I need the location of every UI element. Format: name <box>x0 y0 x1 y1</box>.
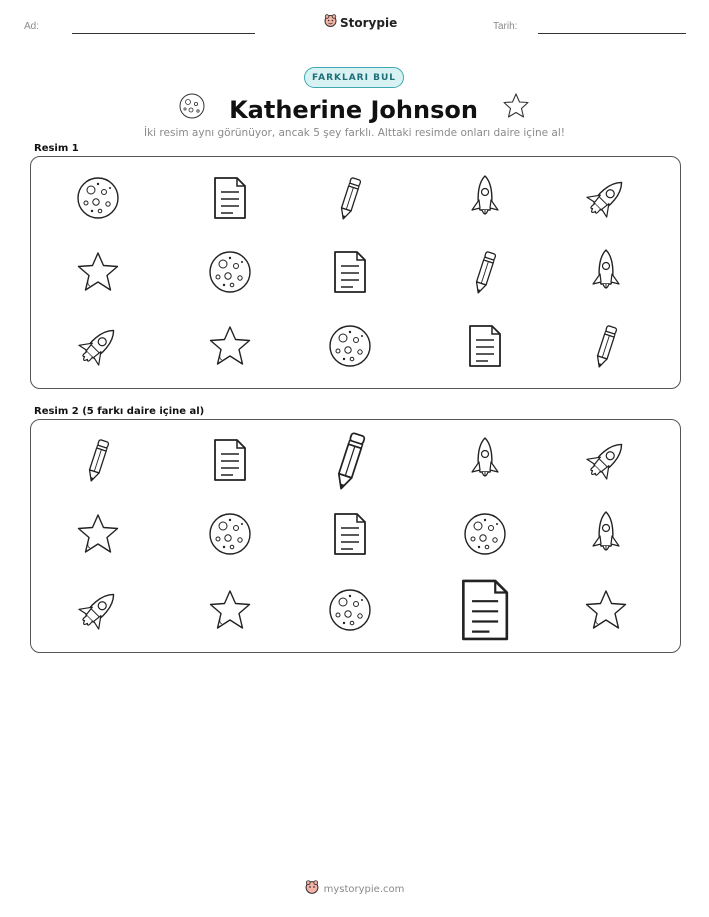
moon-icon <box>320 311 380 381</box>
document-icon <box>455 575 515 645</box>
name-label: Ad: <box>24 21 40 32</box>
moon-icon <box>455 499 515 569</box>
brand-name: Storypie <box>340 15 398 30</box>
moon-icon <box>200 499 260 569</box>
instructions: İki resim aynı görünüyor, ancak 5 şey farklı. Alttaki resimde onları daire içine al! <box>144 127 565 139</box>
star-icon <box>200 311 260 381</box>
pencil-icon <box>320 163 380 233</box>
document-icon <box>455 311 515 381</box>
document-icon <box>320 237 380 307</box>
date-label: Tarih: <box>493 21 518 32</box>
footer-site: mystorypie.com <box>323 883 405 895</box>
find-differences-badge: FARKLARI BUL <box>304 67 404 88</box>
picture1-panel <box>30 156 681 389</box>
rocket-icon <box>576 237 636 307</box>
page-title-row <box>0 92 709 128</box>
rocket-icon <box>455 425 515 495</box>
picture2-panel[interactable] <box>30 419 681 653</box>
rocket-tilted-icon <box>576 425 636 495</box>
storypie-mascot-icon <box>305 880 319 898</box>
rocket-icon <box>455 163 515 233</box>
star-icon <box>200 575 260 645</box>
rocket-tilted-icon <box>68 575 128 645</box>
star-icon <box>68 499 128 569</box>
pencil-icon <box>320 425 380 495</box>
document-icon <box>200 163 260 233</box>
date-field[interactable] <box>538 33 686 34</box>
rocket-tilted-icon <box>68 311 128 381</box>
pencil-icon <box>68 425 128 495</box>
star-icon <box>502 92 530 128</box>
moon-icon <box>200 237 260 307</box>
brand-logo <box>324 14 397 31</box>
page-title: Katherine Johnson <box>229 96 478 124</box>
moon-icon <box>179 93 205 127</box>
rocket-icon <box>576 499 636 569</box>
storypie-mascot-icon <box>324 14 337 31</box>
picture1-label: Resim 1 <box>34 143 79 154</box>
picture2-label: Resim 2 (5 farkı daire içine al) <box>34 406 205 417</box>
document-icon <box>320 499 380 569</box>
document-icon <box>200 425 260 495</box>
star-icon <box>576 575 636 645</box>
pencil-icon <box>455 237 515 307</box>
star-icon <box>68 237 128 307</box>
name-field[interactable] <box>72 33 255 34</box>
moon-icon <box>320 575 380 645</box>
footer <box>0 880 709 898</box>
pencil-icon <box>576 311 636 381</box>
moon-icon <box>68 163 128 233</box>
rocket-tilted-icon <box>576 163 636 233</box>
